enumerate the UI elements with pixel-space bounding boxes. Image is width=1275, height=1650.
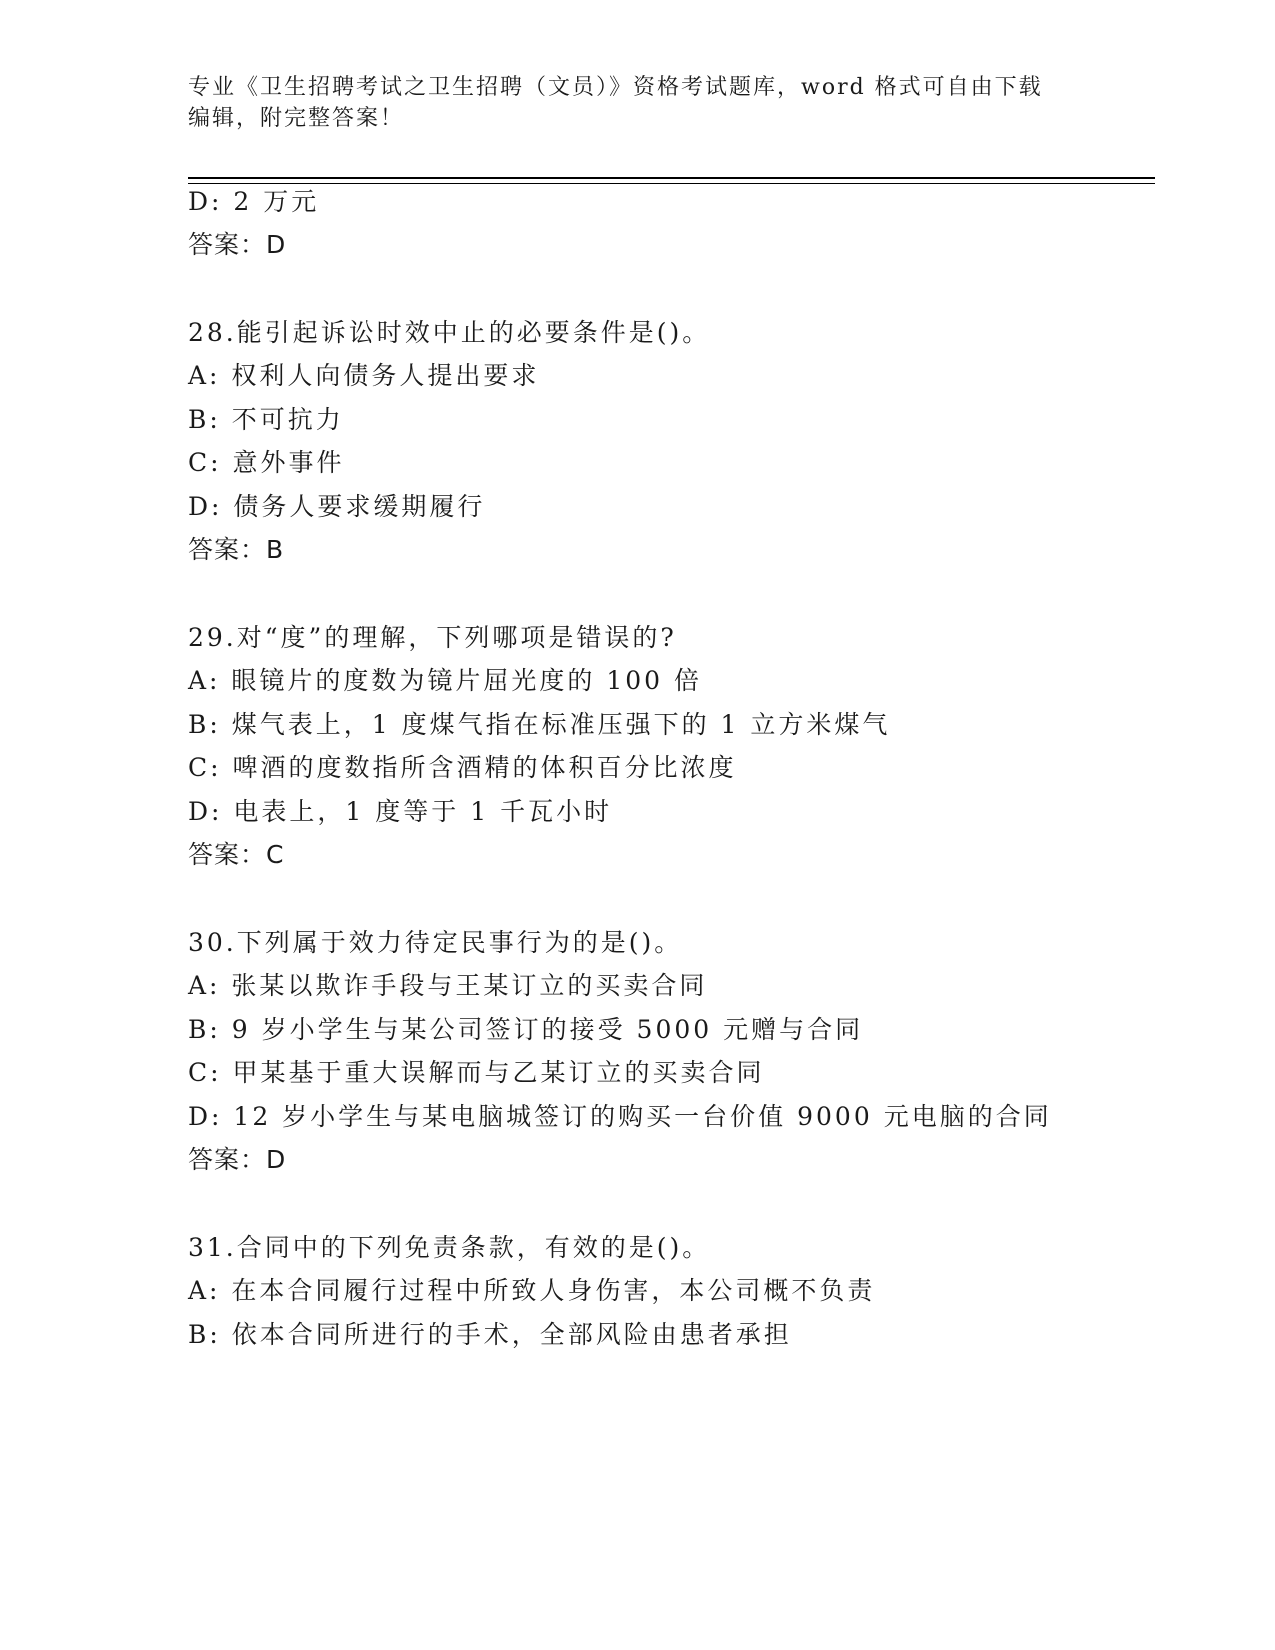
- question-30-option-d: D: 12 岁小学生与某电脑城签订的购买一台价值 9000 元电脑的合同: [188, 1102, 1052, 1131]
- question-31-option-b: B: 依本合同所进行的手术，全部风险由患者承担: [188, 1320, 792, 1349]
- question-29-answer: 答案：C: [188, 840, 285, 869]
- document-header: [188, 72, 1088, 134]
- question-28-answer: 答案：B: [188, 535, 285, 564]
- question-30-option-a: A: 张某以欺诈手段与王某订立的买卖合同: [188, 971, 708, 1000]
- question-28-option-d: D: 债务人要求缓期履行: [188, 492, 486, 521]
- prev-answer: 答案：D: [188, 230, 287, 259]
- header-divider-thick: [188, 177, 1155, 179]
- header-divider-thin: [188, 183, 1155, 184]
- question-29-option-b: B: 煤气表上，1 度煤气指在标准压强下的 1 立方米煤气: [188, 710, 891, 739]
- question-29-option-c: C: 啤酒的度数指所含酒精的体积百分比浓度: [188, 753, 737, 782]
- question-30-stem: 30.下列属于效力待定民事行为的是()。: [188, 928, 683, 957]
- question-28-option-c: C: 意外事件: [188, 448, 345, 477]
- question-28-stem: 28.能引起诉讼时效中止的必要条件是()。: [188, 318, 711, 347]
- header-line-1: 专业《卫生招聘考试之卫生招聘（文员）》资格考试题库，word 格式可自由下载: [188, 75, 1043, 100]
- question-28-option-b: B: 不可抗力: [188, 405, 344, 434]
- question-28-option-a: A: 权利人向债务人提出要求: [188, 361, 540, 390]
- header-line-2: 编辑，附完整答案！: [188, 106, 405, 131]
- question-30-answer: 答案：D: [188, 1145, 287, 1174]
- question-30-option-b: B: 9 岁小学生与某公司签订的接受 5000 元赠与合同: [188, 1015, 864, 1044]
- question-29-option-d: D: 电表上，1 度等于 1 千瓦小时: [188, 797, 613, 826]
- question-31-option-a: A: 在本合同履行过程中所致人身伤害，本公司概不负责: [188, 1276, 876, 1305]
- question-29-stem: 29.对“度”的理解，下列哪项是错误的?: [188, 623, 677, 652]
- question-29-option-a: A: 眼镜片的度数为镜片屈光度的 100 倍: [188, 666, 703, 695]
- prev-option-d: D: 2 万元: [188, 187, 320, 216]
- question-31-stem: 31.合同中的下列免责条款，有效的是()。: [188, 1233, 711, 1262]
- question-30-option-c: C: 甲某基于重大误解而与乙某订立的买卖合同: [188, 1058, 765, 1087]
